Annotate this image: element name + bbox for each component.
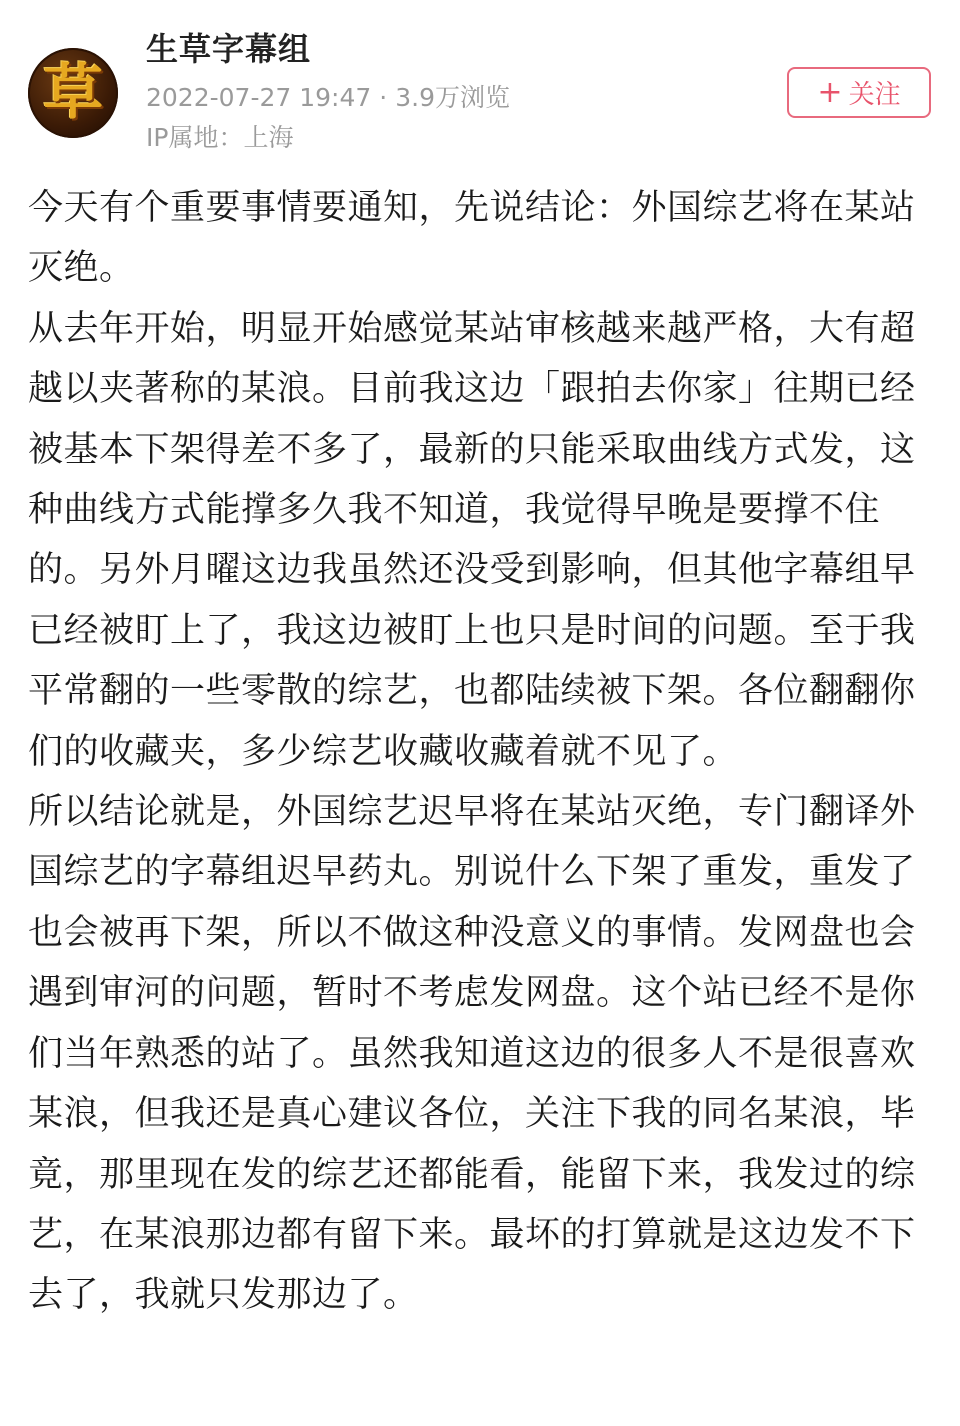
post-header: [0, 0, 960, 160]
follow-button[interactable]: [787, 67, 931, 118]
post-paragraph: 从去年开始，明显开始感觉某站审核越来越严格，大有超越以夹著称的某浪。目前我这边「跟拍去你家」往期已经被基本下架得差不多了，最新的只能采取曲线方式发，这种曲线方式能撑多久我不知道，我觉得早晚是要撑不住的。另外月曜这边我虽然还没受到影响，但其他字幕组早已经被盯上了，我这边被盯上也只是时间的问题。至于我平常翻的一些零散的综艺，也都陆续被下架。各位翻翻你们的收藏夹，多少综艺收藏收藏着就不见了。: [28, 308, 916, 772]
post-body: [28, 178, 928, 1326]
post-paragraph: 所以结论就是，外国综艺迟早将在某站灭绝，专门翻译外国综艺的字幕组迟早药丸。别说什么下架了重发，重发了也会被再下架，所以不做这种没意义的事情。发网盘也会遇到审河的问题，暂时不考虑发网盘。这个站已经不是你们当年熟悉的站了。虽然我知道这边的很多人不是很喜欢某浪，但我还是真心建议各位，关注下我的同名某浪，毕竟，那里现在发的综艺还都能看，能留下来，我发过的综艺，在某浪那边都有留下来。最坏的打算就是这边发不下去了，我就只发那边了。: [28, 792, 916, 1316]
meta-separator: ·: [379, 83, 388, 112]
author-name[interactable]: 生草字幕组: [146, 30, 312, 68]
avatar[interactable]: [28, 48, 118, 138]
avatar-glyph: 草: [43, 58, 103, 128]
ip-location: IP属地：上海: [146, 123, 294, 152]
follow-button-label: 关注: [848, 80, 901, 110]
post-date: 2022-07-27 19:47: [146, 83, 372, 112]
plus-icon: +: [817, 74, 843, 110]
post-meta: [146, 78, 510, 114]
view-count: 3.9万浏览: [395, 83, 510, 112]
post-paragraph: 今天有个重要事情要通知，先说结论：外国综艺将在某站灭绝。: [28, 188, 916, 289]
